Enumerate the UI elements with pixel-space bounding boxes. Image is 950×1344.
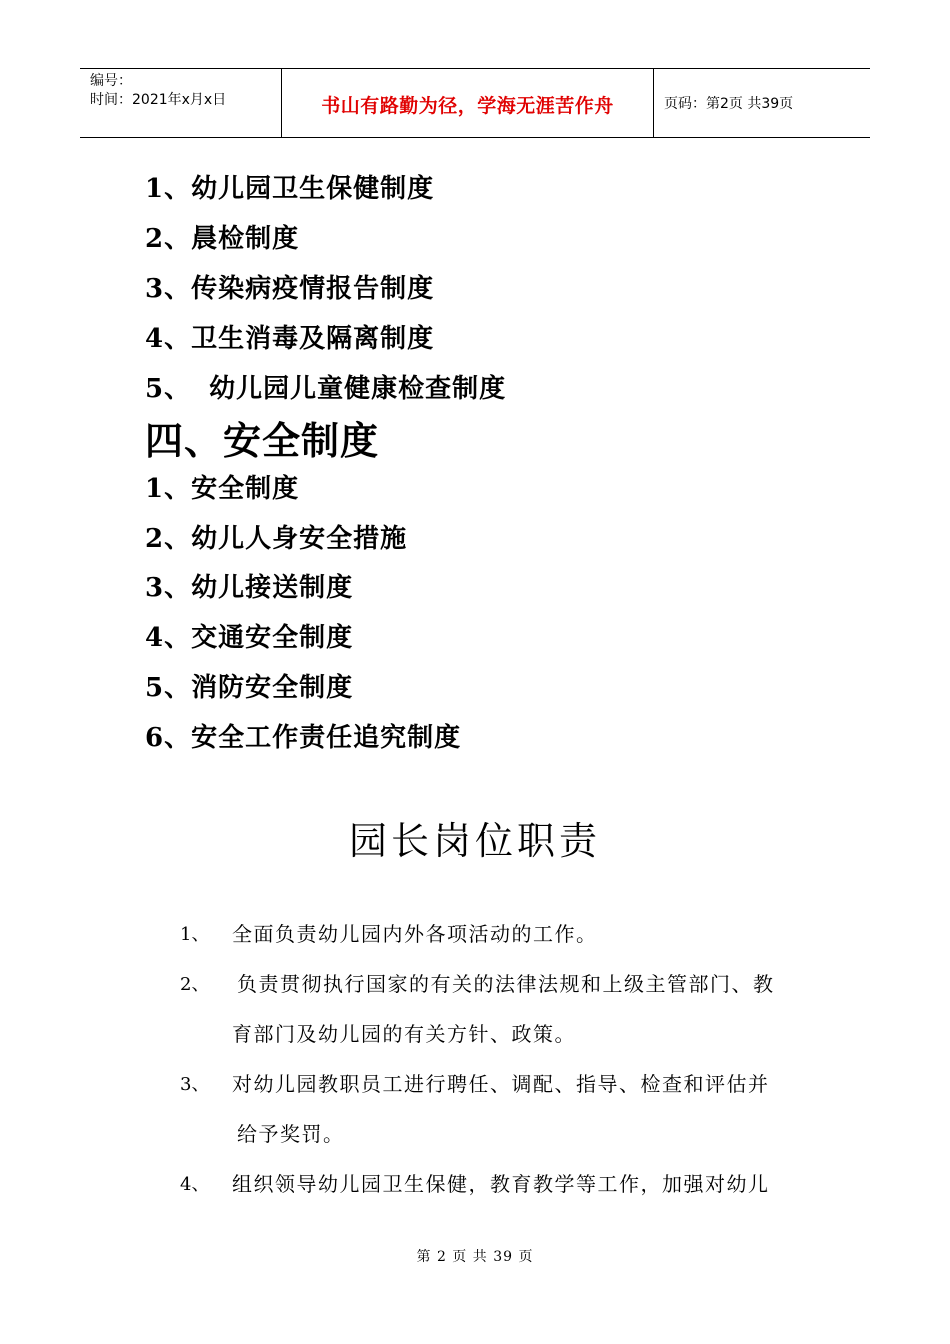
list-item xyxy=(145,368,506,405)
list-item xyxy=(145,717,461,754)
list-item-text: 幼儿园儿童健康检查制度 xyxy=(209,374,507,404)
document-title: 园长岗位职责 xyxy=(348,819,601,863)
duty-text: 全面负责幼儿园内外各项活动的工作。 xyxy=(232,922,598,946)
list-item-number: 3、 xyxy=(145,274,192,304)
list-item xyxy=(145,218,299,255)
list-item-number: 2、 xyxy=(145,224,192,254)
list-item xyxy=(145,268,434,305)
header-meta xyxy=(80,69,282,137)
list-item-number: 5、 xyxy=(145,374,192,404)
duty-text: 组织领导幼儿园卫生保健，教育教学等工作，加强对幼儿 xyxy=(232,1172,770,1196)
list-item-number: 3、 xyxy=(145,573,192,603)
list-item-text: 卫生消毒及隔离制度 xyxy=(191,324,435,354)
list-item-number: 1、 xyxy=(145,174,192,204)
document-number-label: 编号： xyxy=(90,73,132,89)
list-item-text: 安全制度 xyxy=(191,474,300,504)
list-item-text: 安全工作责任追究制度 xyxy=(191,723,462,753)
list-item xyxy=(145,617,353,654)
duty-text: 对幼儿园教职员工进行聘任、调配、指导、检查和评估并 xyxy=(232,1072,770,1096)
list-item-text: 幼儿人身安全措施 xyxy=(191,524,408,554)
list-item xyxy=(145,667,353,704)
document-time-label: 时间：2021年x月x日 xyxy=(90,92,227,108)
list-item-text: 晨检制度 xyxy=(191,224,300,254)
list-item xyxy=(145,318,434,355)
list-item-number: 5、 xyxy=(145,673,192,703)
list-item-number: 1、 xyxy=(145,474,192,504)
list-item-text: 交通安全制度 xyxy=(191,623,354,653)
list-item-text: 消防安全制度 xyxy=(191,673,354,703)
duty-number: 1、 xyxy=(180,924,210,945)
header-motto: 书山有路勤为径，学海无涯苦作舟 xyxy=(282,69,654,137)
list-item xyxy=(145,567,353,604)
duty-text-continued: 给予奖罚。 xyxy=(237,1122,345,1146)
list-item-text: 幼儿园卫生保健制度 xyxy=(191,174,435,204)
list-item-number: 4、 xyxy=(145,623,192,653)
section-heading: 四、安全制度 xyxy=(145,418,380,463)
list-item-text: 幼儿接送制度 xyxy=(191,573,354,603)
list-item-text: 传染病疫情报告制度 xyxy=(191,274,435,304)
list-item-number: 2、 xyxy=(145,524,192,554)
list-item xyxy=(145,468,299,505)
duty-number: 4、 xyxy=(180,1174,210,1195)
header-page-info: 页码：第2页 共39页 xyxy=(664,96,794,112)
list-item-number: 6、 xyxy=(145,723,192,753)
page-footer: 第 2 页 共 39 页 xyxy=(416,1249,534,1265)
duty-text-continued: 育部门及幼儿园的有关方针、政策。 xyxy=(232,1022,576,1046)
list-item-number: 4、 xyxy=(145,324,192,354)
duty-number: 3、 xyxy=(180,1074,210,1095)
list-item xyxy=(145,518,407,555)
page-header xyxy=(80,68,870,138)
duty-text: 负责贯彻执行国家的有关的法律法规和上级主管部门、教 xyxy=(237,972,775,996)
duty-number: 2、 xyxy=(180,974,210,995)
list-item xyxy=(145,168,434,205)
